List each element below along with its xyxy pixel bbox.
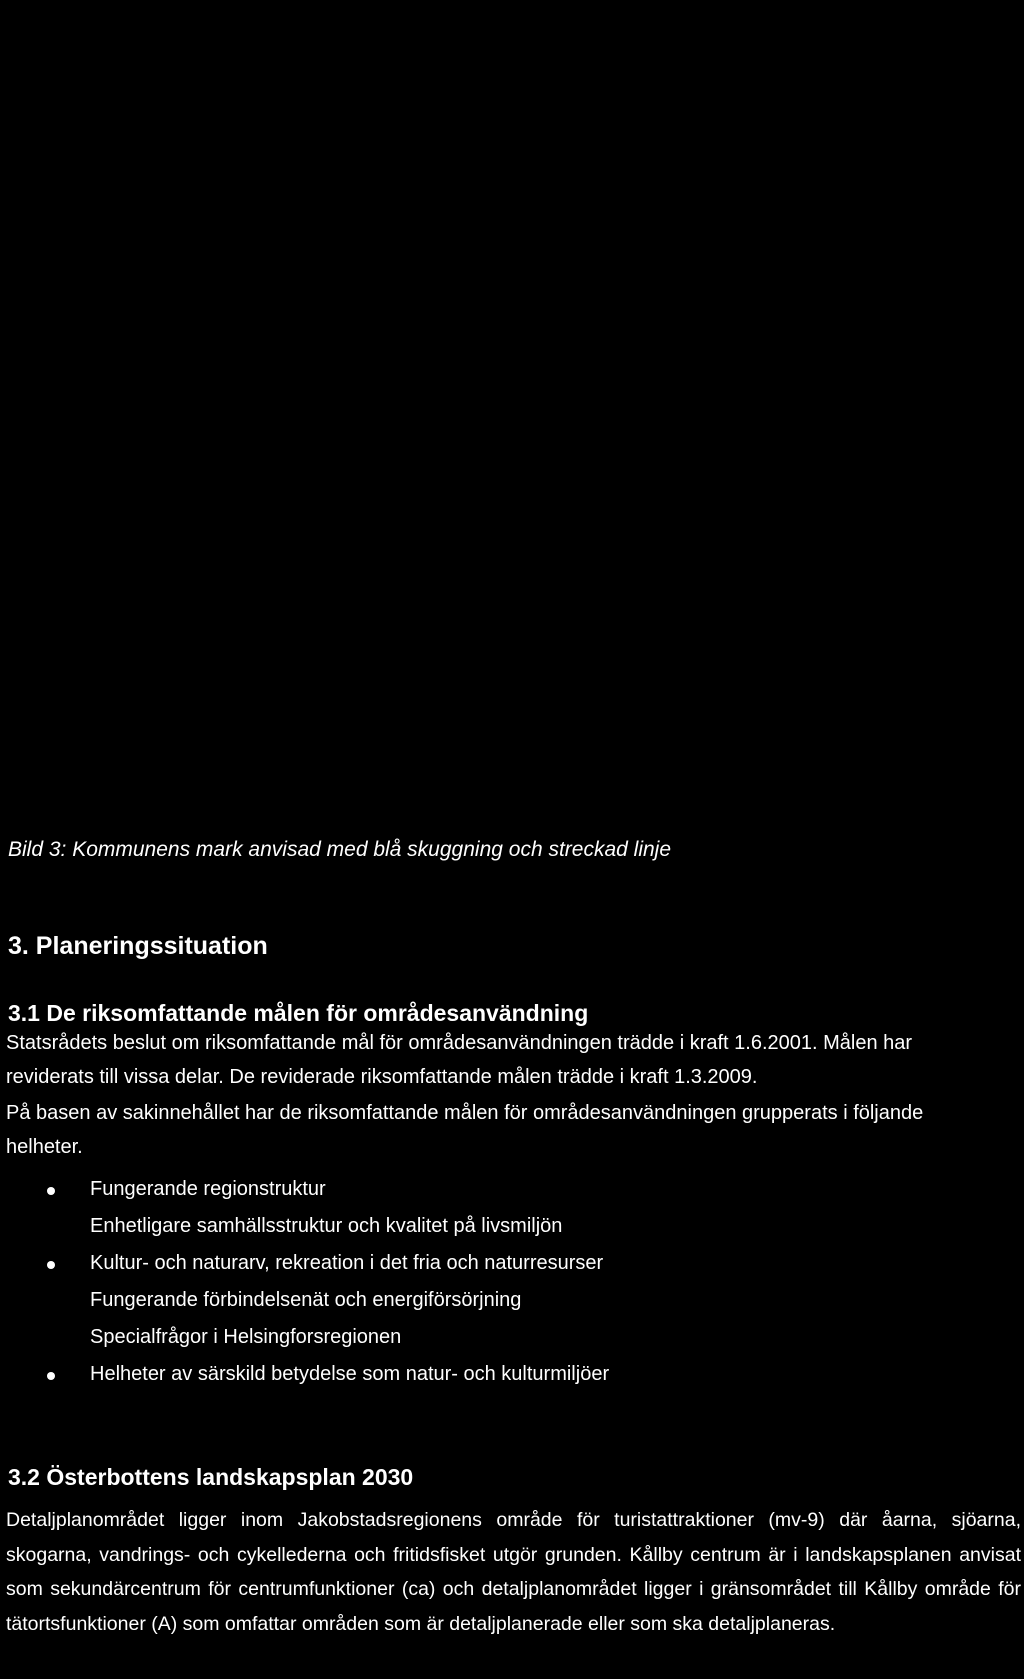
list-item-text: Enhetligare samhällsstruktur och kvalitet på livsmiljön <box>90 1215 563 1237</box>
list-item-text: Helheter av särskild betydelse som natur- och kulturmiljöer <box>90 1363 610 1385</box>
paragraph-landskapsplan: Detaljplanområdet ligger inom Jakobstadsregionens område för turistattraktioner (mv-9) där åarna, sjöarna, skogarna, vandrings- och cykellederna och fritidsfisket utgör grunden. Kållby centrum är i landskapsplanen anvisat som sekundärcentrum för centrumfunktioner (ca) och detaljplanområdet ligger i gränsområdet till Kållby område för tätortsfunktioner (A) som omfattar områden som är detaljplanerade eller som ska detaljplaneras. <box>6 1509 1021 1635</box>
goal-groups-list <box>0 1178 1024 1448</box>
paragraph-pa-basen: På basen av sakinnehållet har de riksomfattande målen för områdesanvändningen grupperats i följande helheter. <box>6 1102 924 1158</box>
list-item-text: Fungerande förbindelsenät och energiförsörjning <box>90 1289 522 1311</box>
paragraph-statsradets-beslut: Statsrådets beslut om riksomfattande mål för områdesanvändningen trädde i kraft 1.6.2001. Målen har reviderats till vissa delar. De reviderade riksomfattande målen trädde i kraft 1.3.2009. <box>6 1032 913 1088</box>
bullet-icon <box>47 1187 55 1195</box>
list-item-text: Specialfrågor i Helsingforsregionen <box>90 1326 402 1348</box>
bullet-icon <box>47 1261 55 1269</box>
list-item-text: Kultur- och naturarv, rekreation i det fria och naturresurser <box>90 1252 604 1274</box>
list-item-text: Fungerande regionstruktur <box>90 1178 326 1200</box>
subsection-heading-3-1: 3.1 De riksomfattande målen för områdesanvändning <box>8 1000 589 1026</box>
figure-caption: Bild 3: Kommunens mark anvisad med blå skuggning och streckad linje <box>8 838 672 861</box>
subsection-heading-3-2: 3.2 Österbottens landskapsplan 2030 <box>8 1464 414 1490</box>
bullet-icon <box>47 1372 55 1380</box>
image-placeholder <box>0 0 1024 820</box>
section-heading: 3. Planeringssituation <box>8 932 268 960</box>
